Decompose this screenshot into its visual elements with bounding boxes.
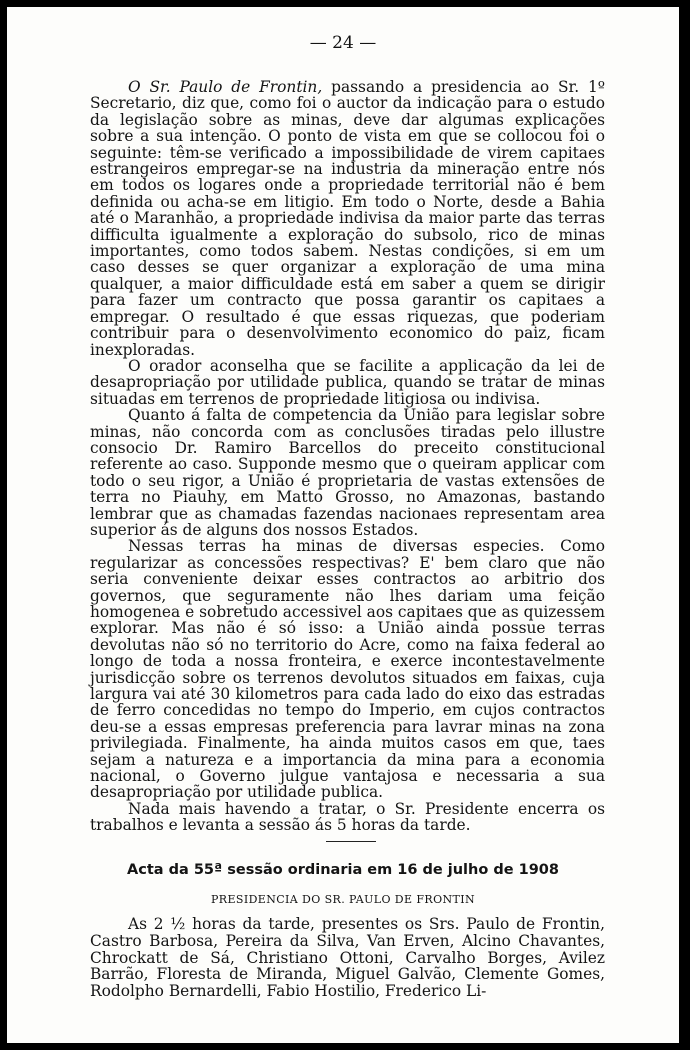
- document-page: [7, 7, 679, 1043]
- section-divider: [326, 841, 376, 842]
- speech-body: [90, 79, 605, 834]
- acta-heading: Acta da 55ª sessão ordinaria em 16 de julho de 1908: [127, 862, 559, 878]
- paragraph-desapropriacao: O orador aconselha que se facilite a applicação da lei de desapropriação por utilidade publica, quando se tratar de minas situadas em terrenos de propriedade litigiosa ou indivisa.: [90, 356, 605, 408]
- presidencia-line: PRESIDENCIA DO SR. PAULO DE FRONTIN: [210, 893, 476, 906]
- paragraph-competencia: Quanto á falta de competencia da União para legislar sobre minas, não concorda com as conclusões tiradas pelo illustre consocio Dr. Ramiro Barcellos do preceito constitucional referente ao caso. Supponde mesmo que o queiram applicar com todo o seu rigor, a União é proprietaria de vastas extensões de terra no Piauhy, em Matto Grosso, no Amazonas, bastando lembrar que as chamadas fazendas nacionaes representam area superior ás de alguns dos nossos Estados.: [90, 406, 605, 539]
- acta-opening-paragraph: As 2 ½ horas da tarde, presentes os Srs. Paulo de Frontin, Castro Barbosa, Pereira da Silva, Van Erven, Alcino Chavantes, Chrockatt de Sá, Christiano Ottoni, Carvalho Borges, Avilez Barrão, Floresta de Miranda, Miguel Galvão, Clemente Gomes, Rodolpho Bernardelli, Fabio Hostilio, Frederico Li-: [90, 915, 605, 1001]
- paragraph-encerramento: Nada mais havendo a tratar, o Sr. Presidente encerra os trabalhos e levanta a sessão ás 5 horas da tarde.: [90, 799, 605, 835]
- page-number: — 24 —: [309, 33, 377, 53]
- paragraph-terras-minas: Nessas terras ha minas de diversas especies. Como regularizar as concessões respectivas? E' bem claro que não seria conveniente deixar esses contractos ao arbitrio dos governos, que seguramente não lhes dariam uma feição homogenea e sobretudo accessivel aos capitaes que as quizessem explorar. Mas não é só isso: a União ainda possue terras devolutas não só no territorio do Acre, como na faixa federal ao longo de toda a nossa fronteira, e exerce incontestavelmente jurisdicção sobre os terrenos devolutos situados em faixas, cuja largura vai até 30 kilometros para cada lado do eixo das estradas de ferro concedidas no tempo do Imperio, em cujos contractos deu-se a essas empresas preferencia para lavrar minas na zona privilegiada. Finalmente, ha ainda muitos casos em que, taes sejam a natureza e a importancia da mina para a economia nacional, o Governo julgue vantajosa e necessaria a sua desapropriação por utilidade publica.: [90, 537, 605, 802]
- paragraph-text: passando a presidencia ao Sr. 1º Secretario, diz que, como foi o auctor da indicação para o estudo da legislação sobre as minas, deve dar algumas explicações sobre a sua intenção. O ponto de vista em que se collocou foi o seguinte: têm-se verificado a impossibilidade de virem capitaes estrangeiros empregar-se na industria da mineração entre nós em todos os logares onde a propriedade territorial não é bem definida ou acha-se em litigio. Em todo o Norte, desde a Bahia até o Maranhão, a propriedade indivisa da maior parte das terras difficulta igualmente a exploração do subsolo, rico de minas importantes, como todos sabem. Nestas condições, si em um caso desses se quer organizar a exploração de uma mina qualquer, a maior difficuldade está em saber a quem se dirigir para fazer um contracto que possa garantir os capitaes a empregar. O resultado é que essas riquezas, que poderiam contribuir para o desenvolvimento economico do paiz, ficam inexploradas.: [90, 78, 605, 359]
- acta-body: [90, 916, 605, 1000]
- paragraph-frontin-speech: [90, 79, 605, 358]
- speaker-name: O Sr. Paulo de Frontin,: [128, 78, 323, 96]
